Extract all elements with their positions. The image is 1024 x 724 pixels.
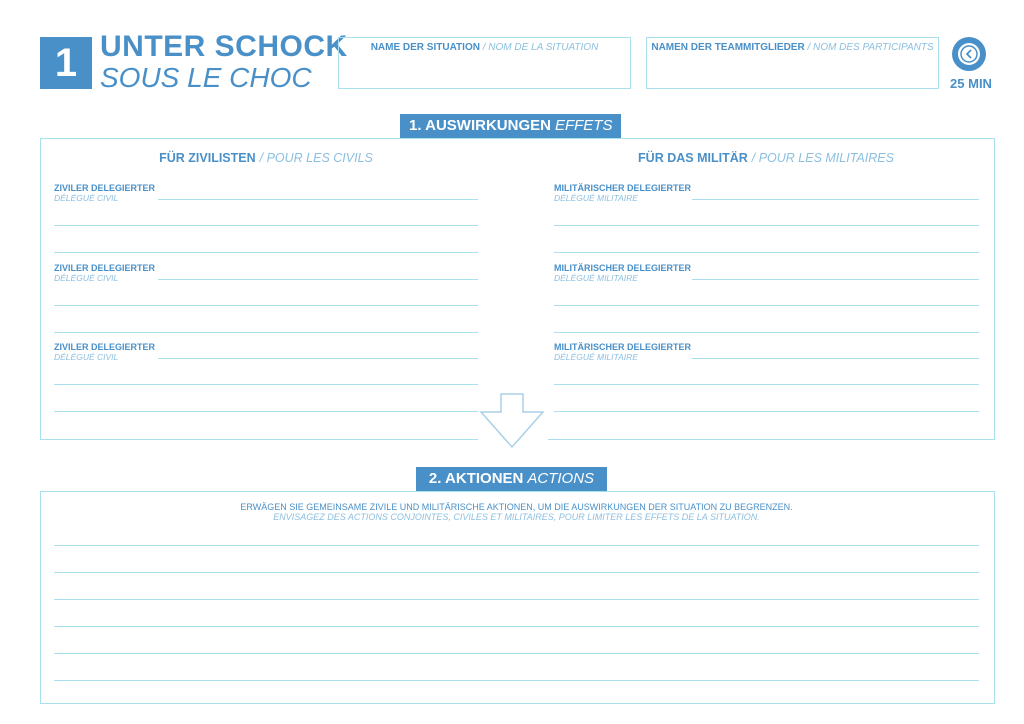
instruction-de: ERWÄGEN SIE GEMEINSAME ZIVILE UND MILITÄRISCHE AKTIONEN, UM DIE AUSWIRKUNGEN DER SITUATION ZU BEGRENZEN. (240, 502, 793, 512)
situation-label-fr: / NOM DE LA SITUATION (482, 42, 599, 53)
civil-delegate-de: ZIVILER DELEGIERTER (54, 183, 156, 193)
instruction-fr: ENVISAGEZ DES ACTIONS CONJOINTES, CIVILES ET MILITAIRES, POUR LIMITER LES EFFETS DE LA SITUATION. (273, 512, 760, 522)
actions-label-fr: ACTIONS (527, 470, 595, 487)
military-heading-fr: / POUR LES MILITAIRES (751, 151, 894, 165)
civil-delegate-label (54, 342, 155, 362)
civil-column-heading (54, 151, 478, 165)
actions-write-line[interactable] (54, 680, 979, 681)
civil-write-line[interactable] (54, 225, 478, 226)
civil-write-line[interactable] (54, 411, 478, 412)
civil-delegate-label (54, 263, 155, 283)
military-write-line[interactable] (554, 411, 979, 412)
civil-heading-fr: / POUR LES CIVILS (259, 151, 373, 165)
military-delegate-label (554, 263, 691, 283)
civil-write-line[interactable] (54, 384, 478, 385)
actions-label-de: 2. AKTIONEN (428, 470, 524, 487)
timer-label: 25 MIN (950, 76, 992, 91)
effects-label-fr: EFFETS (554, 117, 613, 134)
civil-heading-de: FÜR ZIVILISTEN (159, 151, 256, 165)
civil-delegate-line[interactable] (158, 279, 478, 280)
situation-name-field[interactable] (338, 37, 631, 89)
step-number-badge: 1 (40, 37, 92, 89)
civil-delegate-line[interactable] (158, 199, 478, 200)
page-title-fr: SOUS LE CHOC (100, 62, 312, 93)
effects-section-tag (400, 114, 621, 138)
situation-label-de: NAME DER SITUATION (370, 42, 480, 53)
military-write-line[interactable] (554, 252, 979, 253)
actions-instruction (54, 502, 979, 522)
military-delegate-line[interactable] (692, 199, 979, 200)
military-delegate-fr: DÉLÉGUÉ MILITAIRE (554, 273, 638, 283)
actions-write-line[interactable] (54, 545, 979, 546)
actions-section-tag (416, 467, 607, 491)
team-members-field[interactable] (646, 37, 939, 89)
military-delegate-fr: DÉLÉGUÉ MILITAIRE (554, 193, 638, 203)
actions-write-line[interactable] (54, 653, 979, 654)
team-label-de: NAMEN DER TEAMMITGLIEDER (651, 42, 805, 53)
military-delegate-de: MILITÄRISCHER DELEGIERTER (554, 183, 692, 193)
military-column-heading (554, 151, 978, 165)
military-delegate-line[interactable] (692, 358, 979, 359)
civil-delegate-label (54, 183, 155, 203)
actions-section (40, 491, 995, 704)
actions-write-line[interactable] (54, 572, 979, 573)
military-write-line[interactable] (554, 225, 979, 226)
civil-delegate-line[interactable] (158, 358, 478, 359)
team-label-fr: / NOM DES PARTICIPANTS (807, 42, 934, 53)
military-delegate-line[interactable] (692, 279, 979, 280)
actions-write-line[interactable] (54, 599, 979, 600)
military-delegate-fr: DÉLÉGUÉ MILITAIRE (554, 352, 638, 362)
military-delegate-de: MILITÄRISCHER DELEGIERTER (554, 342, 692, 352)
civil-delegate-de: ZIVILER DELEGIERTER (54, 342, 156, 352)
military-delegate-de: MILITÄRISCHER DELEGIERTER (554, 263, 692, 273)
down-arrow-icon (478, 392, 546, 450)
alarm-clock-icon (950, 34, 988, 72)
military-write-line[interactable] (554, 305, 979, 306)
military-delegate-label (554, 342, 691, 362)
civil-delegate-de: ZIVILER DELEGIERTER (54, 263, 156, 273)
actions-write-line[interactable] (54, 626, 979, 627)
military-delegate-label (554, 183, 691, 203)
civil-write-line[interactable] (54, 252, 478, 253)
effects-label-de: 1. AUSWIRKUNGEN (409, 117, 551, 134)
civil-write-line[interactable] (54, 332, 478, 333)
page-title-de: UNTER SCHOCK (100, 30, 348, 63)
civil-delegate-fr: DÉLÉGUÉ CIVIL (54, 273, 119, 283)
military-heading-de: FÜR DAS MILITÄR (638, 151, 748, 165)
civil-delegate-fr: DÉLÉGUÉ CIVIL (54, 193, 119, 203)
military-write-line[interactable] (554, 332, 979, 333)
civil-delegate-fr: DÉLÉGUÉ CIVIL (54, 352, 119, 362)
military-write-line[interactable] (554, 384, 979, 385)
civil-write-line[interactable] (54, 305, 478, 306)
